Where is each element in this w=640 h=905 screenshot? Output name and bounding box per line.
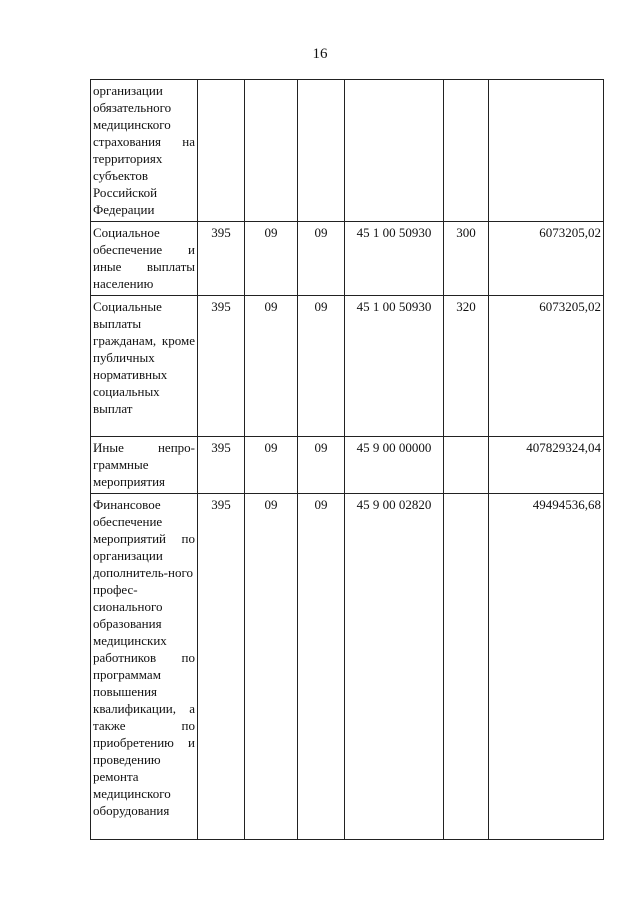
ministry-code: 395 — [198, 494, 245, 840]
target-article-code — [345, 80, 444, 222]
row-name: Иные непро-граммные мероприятия — [91, 437, 198, 494]
table-row — [91, 437, 604, 494]
target-article-code: 45 1 00 50930 — [345, 222, 444, 296]
sum-value: 49494536,68 — [489, 494, 604, 840]
table-row — [91, 80, 604, 222]
row-name: Социальное обеспечение и иные выплаты населению — [91, 222, 198, 296]
expense-type-code — [444, 494, 489, 840]
ministry-code: 395 — [198, 222, 245, 296]
sum-value — [489, 80, 604, 222]
subsection-code: 09 — [298, 494, 345, 840]
ministry-code: 395 — [198, 437, 245, 494]
subsection-code: 09 — [298, 437, 345, 494]
subsection-code: 09 — [298, 296, 345, 437]
page-number: 16 — [312, 46, 328, 62]
row-name: Финансовое обеспечение мероприятий по организации дополнитель-ного профес-сионального образования медицинских работников по программам повышения квалификации, а также по приобретению и проведению ремонта медицинского оборудования — [91, 494, 198, 840]
expense-type-code: 300 — [444, 222, 489, 296]
target-article-code: 45 9 00 00000 — [345, 437, 444, 494]
row-name: Социальные выплаты гражданам, кроме публичных нормативных социальных выплат — [91, 296, 198, 437]
section-code: 09 — [245, 296, 298, 437]
sum-value: 6073205,02 — [489, 296, 604, 437]
table-row — [91, 296, 604, 437]
sum-value: 6073205,02 — [489, 222, 604, 296]
row-name: организации обязательного медицинского страхования на территориях субъектов Российской Федерации — [91, 80, 198, 222]
section-code: 09 — [245, 222, 298, 296]
ministry-code — [198, 80, 245, 222]
section-code: 09 — [245, 494, 298, 840]
expense-type-code — [444, 437, 489, 494]
section-code: 09 — [245, 437, 298, 494]
target-article-code: 45 9 00 02820 — [345, 494, 444, 840]
ministry-code: 395 — [198, 296, 245, 437]
subsection-code: 09 — [298, 222, 345, 296]
sum-value: 407829324,04 — [489, 437, 604, 494]
subsection-code — [298, 80, 345, 222]
expense-type-code — [444, 80, 489, 222]
expense-type-code: 320 — [444, 296, 489, 437]
table-row — [91, 494, 604, 840]
budget-table — [90, 79, 604, 840]
target-article-code: 45 1 00 50930 — [345, 296, 444, 437]
table-row — [91, 222, 604, 296]
section-code — [245, 80, 298, 222]
